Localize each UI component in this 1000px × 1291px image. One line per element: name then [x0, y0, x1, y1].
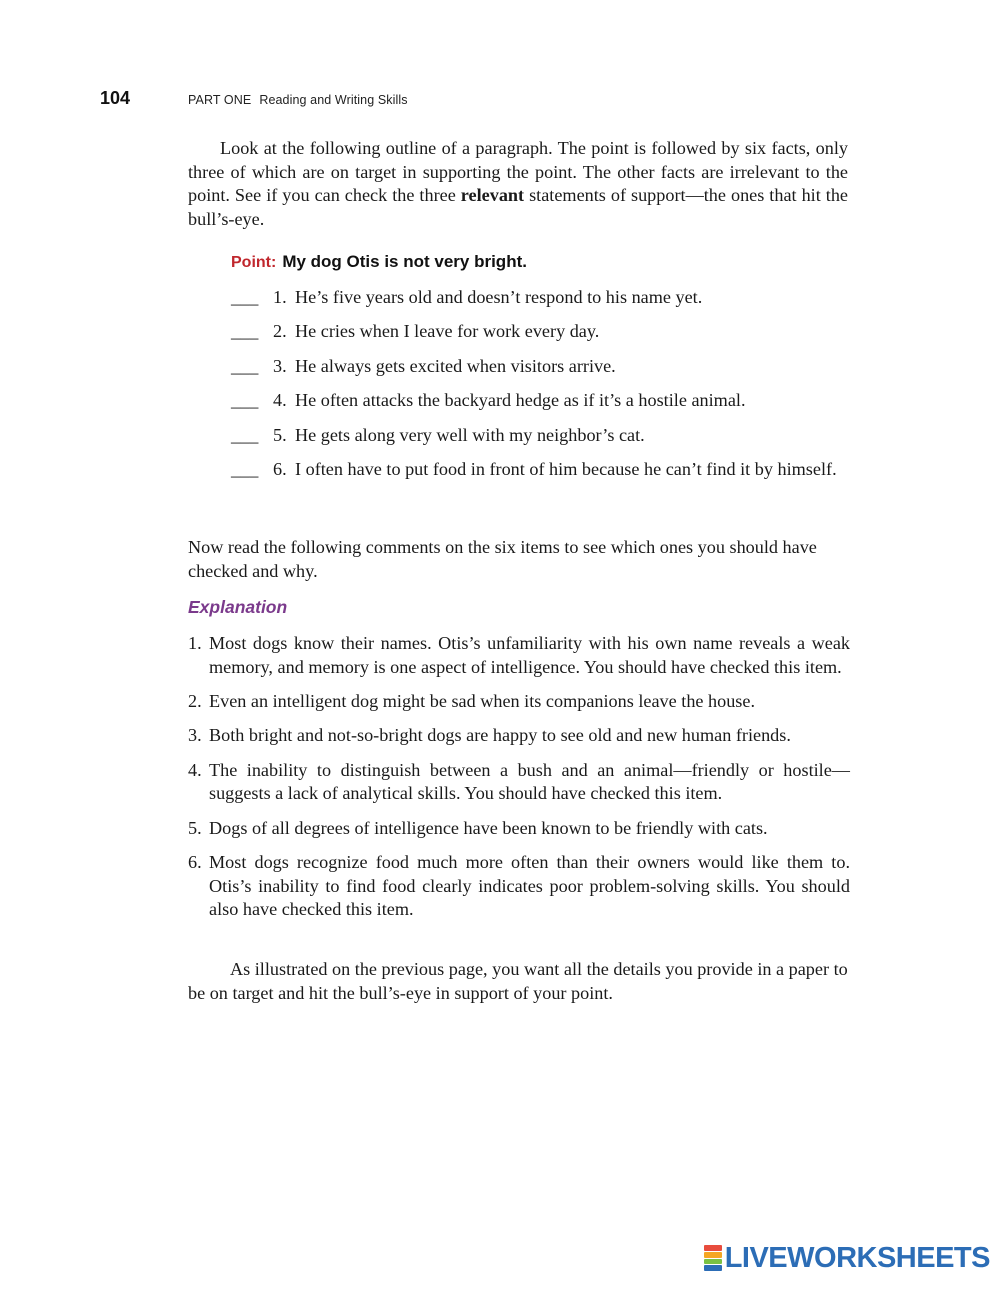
explanation-text: Dogs of all degrees of intelligence have been known to be friendly with cats. [209, 817, 768, 838]
logo-blocks-icon [704, 1245, 722, 1271]
fact-number: 3. [273, 355, 287, 376]
explanation-item-4 [188, 759, 850, 806]
explanation-number: 2. [188, 690, 202, 711]
fact-item-2 [231, 320, 851, 344]
point-text: My dog Otis is not very bright. [282, 252, 527, 271]
explanation-number: 4. [188, 759, 202, 780]
explanation-item-3 [188, 724, 850, 748]
explanation-number: 3. [188, 725, 202, 746]
fact-item-4 [231, 389, 851, 413]
liveworksheets-logo [704, 1243, 990, 1273]
fact-text: He gets along very well with my neighbor’s cat. [295, 424, 645, 445]
explanation-item-6 [188, 851, 850, 922]
answer-blank[interactable]: ___ [231, 458, 259, 479]
fact-text: He often attacks the backyard hedge as if it’s a hostile animal. [295, 390, 746, 411]
closing-paragraph: As illustrated on the previous page, you want all the details you provide in a paper to be on target and hit the bull’s-eye in support of your point. [188, 959, 848, 1003]
logo-block-blue [704, 1265, 722, 1271]
logo-block-red [704, 1245, 722, 1251]
running-head [188, 93, 408, 107]
section-title: Reading and Writing Skills [259, 93, 408, 107]
answer-blank[interactable]: ___ [231, 287, 259, 307]
intro-bold-word: relevant [460, 185, 525, 206]
intro-text-start: Look at the following outline of a paragraph. The point is followed by six facts, only three of which are on target in supporting the point. The other facts are irrelevant to the point. See if you can check the three [188, 138, 848, 206]
fact-item-1 [231, 286, 851, 310]
answer-blank[interactable]: ___ [231, 424, 259, 445]
part-label: PART ONE [188, 93, 252, 107]
fact-text: He cries when I leave for work every day. [295, 321, 600, 342]
fact-item-3 [231, 355, 851, 379]
facts-list [231, 286, 851, 492]
fact-text: He always gets excited when visitors arrive. [295, 355, 616, 376]
fact-number: 6. [273, 458, 287, 479]
intro-text-end: statements of support—the ones that hit the bull’s-eye. [188, 185, 848, 229]
instructions-paragraph: Now read the following comments on the six items to see which ones you should have checked and why. [188, 537, 817, 581]
answer-blank[interactable]: ___ [231, 355, 259, 376]
point-statement [231, 252, 527, 272]
explanation-text: Most dogs recognize food much more often than their owners would like them to. Otis’s inability to find food clearly indicates poor problem-solving skills. You should also have checked this item. [209, 852, 850, 920]
logo-text: LIVEWORKSHEETS [724, 1241, 990, 1274]
fact-text: I often have to put food in front of him because he can’t find it by himself. [295, 458, 837, 479]
logo-block-orange [704, 1252, 722, 1258]
fact-number: 2. [273, 321, 287, 342]
answer-blank[interactable]: ___ [231, 390, 259, 411]
intro-paragraph [188, 137, 848, 231]
explanation-text: Most dogs know their names. Otis’s unfamiliarity with his own name reveals a weak memory, and memory is one aspect of intelligence. You should have checked this item. [209, 633, 850, 677]
fact-number: 5. [273, 424, 287, 445]
explanation-text: Even an intelligent dog might be sad when its companions leave the house. [209, 690, 756, 711]
point-label: Point: [231, 254, 277, 271]
explanation-number: 1. [188, 633, 202, 653]
logo-block-green [704, 1259, 722, 1265]
explanation-number: 6. [188, 852, 202, 873]
explanation-heading: Explanation [188, 597, 288, 617]
fact-number: 1. [273, 287, 287, 307]
page-header [100, 88, 860, 114]
explanation-item-1 [188, 632, 850, 679]
explanation-item-5 [188, 817, 850, 841]
explanation-list [188, 632, 850, 933]
explanation-text: Both bright and not-so-bright dogs are happy to see old and new human friends. [209, 725, 791, 746]
fact-number: 4. [273, 390, 287, 411]
explanation-text: The inability to distinguish between a bush and an animal—friendly or hostile— suggests a lack of analytical skills. You should have checked this item. [209, 759, 850, 804]
explanation-number: 5. [188, 817, 202, 838]
fact-item-5 [231, 424, 851, 448]
answer-blank[interactable]: ___ [231, 321, 259, 342]
fact-text: He’s five years old and doesn’t respond to his name yet. [295, 287, 703, 307]
page-number: 104 [100, 88, 131, 108]
fact-item-6 [231, 458, 851, 482]
explanation-item-2 [188, 690, 850, 714]
